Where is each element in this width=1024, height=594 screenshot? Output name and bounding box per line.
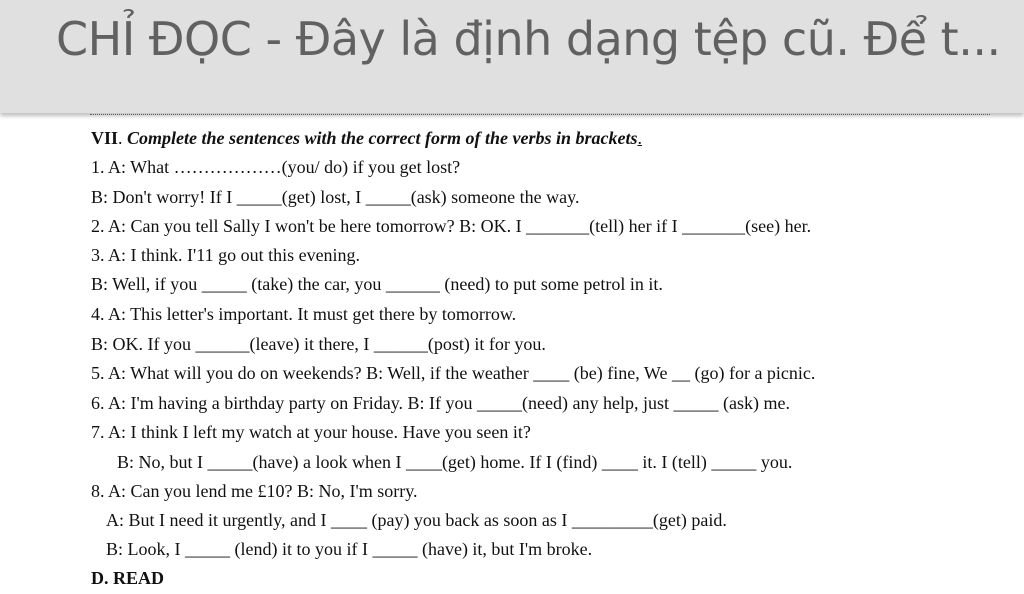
exercise-heading bbox=[91, 126, 642, 150]
exercise-line: 1. A: What ………………(you/ do) if you get lost? bbox=[91, 157, 461, 177]
exercise-line: 3. A: I think. I'11 go out this evening. bbox=[91, 245, 361, 265]
exercise-line: B: Well, if you _____ (take) the car, you ______ (need) to put some petrol in it. bbox=[91, 274, 663, 294]
exercise-instruction-end: . bbox=[637, 128, 642, 148]
exercise-line: B: OK. If you ______(leave) it there, I ______(post) it for you. bbox=[91, 334, 546, 354]
exercise-line: 6. A: I'm having a birthday party on Friday. B: If you _____(need) any help, just _____ (ask) me. bbox=[91, 393, 790, 413]
section-heading-read: D. READ bbox=[91, 568, 165, 588]
exercise-line: B: No, but I _____(have) a look when I ____(get) home. If I (find) ____ it. I (tell) _____ you. bbox=[117, 452, 793, 472]
read-only-banner-text: CHỈ ĐỌC - Đây là định dạng tệp cũ. Để t... bbox=[56, 12, 1001, 66]
exercise-line: A: But I need it urgently, and I ____ (pay) you back as soon as I _________(get) paid. bbox=[106, 510, 727, 530]
exercise-line: B: Look, I _____ (lend) it to you if I _____ (have) it, but I'm broke. bbox=[106, 539, 593, 559]
read-only-banner bbox=[0, 0, 1024, 113]
exercise-line: 7. A: I think I left my watch at your house. Have you seen it? bbox=[91, 422, 531, 442]
exercise-line: B: Don't worry! If I _____(get) lost, I _____(ask) someone the way. bbox=[91, 187, 580, 207]
exercise-instruction: Complete the sentences with the correct form of the verbs in brackets bbox=[127, 128, 638, 148]
exercise-line: 8. A: Can you lend me £10? B: No, I'm sorry. bbox=[91, 481, 418, 501]
exercise-line: 5. A: What will you do on weekends? B: Well, if the weather ____ (be) fine, We __ (go) for a picnic. bbox=[91, 363, 816, 383]
exercise-line: 4. A: This letter's important. It must get there by tomorrow. bbox=[91, 304, 517, 324]
exercise-number: VII bbox=[91, 128, 119, 148]
exercise-line: 2. A: Can you tell Sally I won't be here tomorrow? B: OK. I _______(tell) her if I _______(see) her. bbox=[91, 216, 812, 236]
exercise-number-separator: . bbox=[118, 128, 123, 148]
